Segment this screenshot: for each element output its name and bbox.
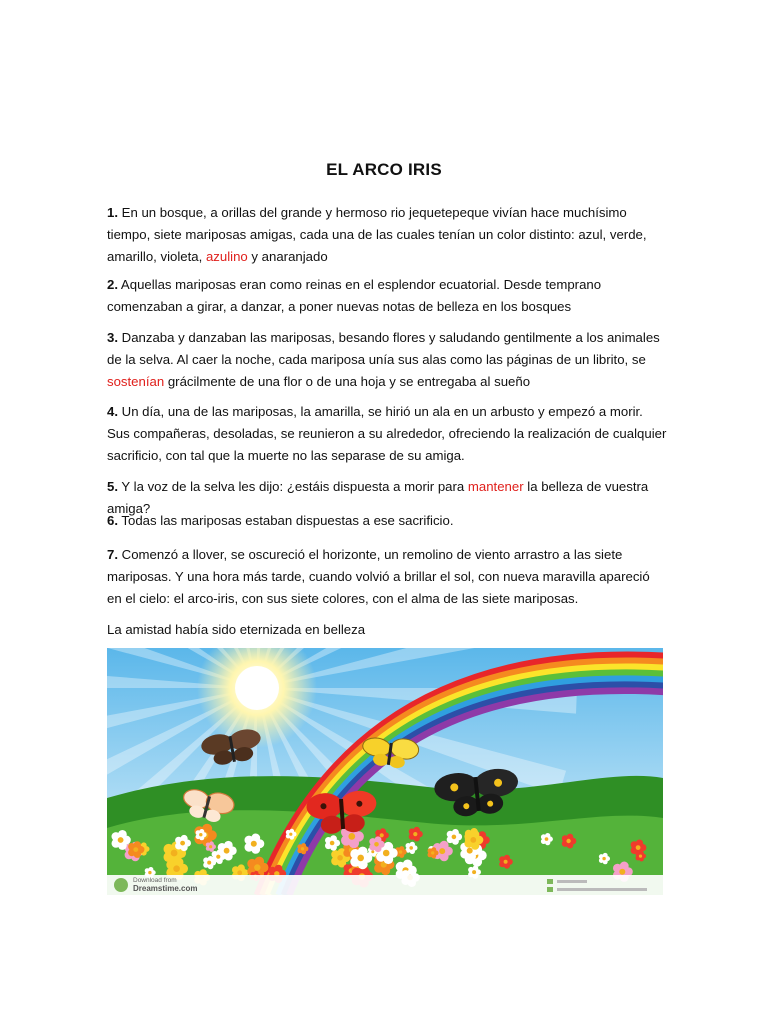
paragraph-7 xyxy=(107,544,667,610)
flower-center xyxy=(148,871,151,874)
paragraph-text: grácilmente de una flor o de una hoja y se entregaba al sueño xyxy=(164,374,531,389)
illustration-canvas xyxy=(107,648,663,895)
flower-center xyxy=(636,845,641,850)
paragraph-4 xyxy=(107,401,667,467)
paragraph-text: Todas las mariposas estaban dispuestas a ese sacrificio. xyxy=(118,513,454,528)
sun-core xyxy=(235,666,279,710)
flower-center xyxy=(504,860,508,864)
flower-center xyxy=(180,841,185,846)
flower-center xyxy=(173,865,180,872)
paragraph-number: 3. xyxy=(107,330,118,345)
flower-center xyxy=(289,833,292,836)
paragraph-text: Y la voz de la selva les dijo: ¿estáis dispuesta a morir para xyxy=(118,479,468,494)
paragraph-text: Comenzó a llover, se oscureció el horizonte, un remolino de viento arrastro a las siete mariposas. Y una hora más tarde, cuando volvió a brillar el sol, con nueva maravilla apareció en el cielo: el arco-iris, con sus siete colores, con el alma de las siete mariposas. xyxy=(107,547,650,606)
flower-center xyxy=(118,837,124,843)
flower-center xyxy=(470,837,476,843)
flower-center xyxy=(224,848,230,854)
flower-center xyxy=(380,833,384,837)
flower-center xyxy=(357,855,364,862)
flower-center xyxy=(171,850,178,857)
flower-center xyxy=(639,855,642,858)
paragraph-6 xyxy=(107,510,667,532)
paragraph-number: 1. xyxy=(107,205,118,220)
paragraph-text: Aquellas mariposas eran como reinas en el esplendor ecuatorial. Desde temprano comenzaban a girar, a danzar, a poner nuevas notas de belleza en los bosques xyxy=(107,277,602,314)
flower-center xyxy=(371,850,374,853)
paragraph-number: 5. xyxy=(107,479,118,494)
paragraph-1 xyxy=(107,202,667,268)
flower-center xyxy=(409,846,413,850)
paragraph-2 xyxy=(107,274,667,318)
watermark-id-icon xyxy=(547,879,553,884)
flower-center xyxy=(301,847,304,850)
document-title: EL ARCO IRIS xyxy=(326,160,442,179)
flower-center xyxy=(337,855,343,861)
flower-center xyxy=(545,837,549,841)
flower-center xyxy=(467,848,473,854)
paragraph-text: la belleza de vuestra amiga? xyxy=(107,479,649,516)
paragraph-number: 4. xyxy=(107,404,118,419)
watermark-link-icon xyxy=(547,887,553,892)
paragraph-text: Danzaba y danzaban las mariposas, besando flores y saludando gentilmente a los animales de la selva. Al caer la noche, cada mariposa unía sus alas como las páginas de un librito, se xyxy=(107,330,660,367)
flower-center xyxy=(348,833,355,840)
paragraph-3 xyxy=(107,327,667,393)
closing-line: La amistad había sido eternizada en belleza xyxy=(107,622,366,637)
paragraph-text: En un bosque, a orillas del grande y hermoso rio jequetepeque vivían hace muchísimo tiempo, siete mariposas amigas, cada una de las cuales tenían un color distinto: azul, verde, amarillo, violeta, xyxy=(107,205,647,264)
watermark-text-1: Download from xyxy=(133,877,177,884)
flower-center xyxy=(619,869,625,875)
flower-center xyxy=(383,850,390,857)
dreamstime-logo-icon xyxy=(114,878,128,892)
flower-center xyxy=(254,864,260,870)
flower-center xyxy=(374,842,379,847)
flower-center xyxy=(413,832,417,836)
flower-center xyxy=(602,857,605,860)
highlighted-word: sostenían xyxy=(107,374,165,389)
flower-center xyxy=(330,841,335,846)
watermark-text-2: Dreamstime.com xyxy=(133,884,198,893)
flower-center xyxy=(207,861,211,865)
flower-center xyxy=(472,870,476,874)
flower-center xyxy=(452,835,457,840)
flower-center xyxy=(237,870,242,875)
flower-center xyxy=(216,855,220,859)
rainbow-illustration xyxy=(107,648,663,895)
flower-center xyxy=(199,833,202,836)
paragraph-number: 6. xyxy=(107,513,118,528)
flower-center xyxy=(399,850,402,853)
flower-center xyxy=(209,845,212,848)
flower-center xyxy=(133,847,138,852)
watermark-id-line xyxy=(557,880,587,883)
highlighted-word: azulino xyxy=(205,249,248,264)
flower-center xyxy=(251,841,257,847)
paragraph-number: 7. xyxy=(107,547,118,562)
paragraph-number: 2. xyxy=(107,277,118,292)
watermark-link-line xyxy=(557,888,647,891)
paragraph-text: y anaranjado xyxy=(247,249,328,264)
highlighted-word: mantener xyxy=(467,479,524,494)
flower-center xyxy=(566,839,570,843)
flower-center xyxy=(431,851,434,854)
paragraph-text: Un día, una de las mariposas, la amarilla, se hirió un ala en un arbusto y empezó a morir. Sus compañeras, desoladas, se reunieron a su alrededor, ofreciendo la realización de cualquier sacrificio, con tal que la muerte no las separase de su amiga. xyxy=(107,404,667,463)
flower-center xyxy=(439,848,445,854)
